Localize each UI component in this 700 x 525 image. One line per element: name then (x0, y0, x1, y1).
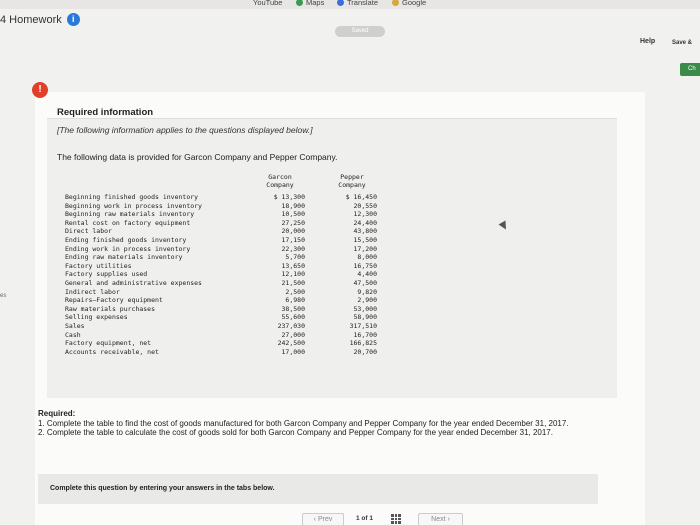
row-label: Direct labor (65, 227, 112, 236)
prev-label: Prev (317, 516, 333, 523)
chevron-right-icon: › (447, 516, 450, 523)
row-label: Accounts receivable, net (65, 347, 159, 356)
garcon-value: 237,030 (277, 322, 305, 330)
pepper-value: 8,000 (357, 253, 377, 262)
pepper-value: 166,825 (349, 339, 377, 348)
bookmark-youtube[interactable] (253, 0, 282, 7)
bookmark-google[interactable] (392, 0, 426, 7)
garcon-value: 27,250 (281, 218, 305, 227)
pepper-value: 47,500 (353, 279, 377, 287)
pepper-value: 24,400 (353, 218, 377, 227)
garcon-value: 17,000 (281, 347, 305, 356)
required-item-2: 2. Complete the table to calculate the cost of goods sold for both Garcon Company and Pepper Company for the year ended December 31, 2017. (38, 428, 553, 437)
maps-icon (296, 0, 303, 6)
bookmark-google-label: Google (402, 0, 427, 7)
grid-icon[interactable] (391, 514, 401, 524)
garcon-value: 55,600 (281, 313, 305, 322)
pepper-value: 2,900 (357, 296, 377, 305)
row-label: Sales (65, 322, 85, 330)
pepper-value: 43,800 (353, 227, 377, 236)
data-intro-text: The following data is provided for Garcon Company and Pepper Company. (57, 152, 338, 162)
row-label: Ending work in process inventory (65, 244, 191, 253)
garcon-header-line2: Company (266, 181, 294, 189)
row-label: Rental cost on factory equipment (65, 218, 191, 227)
bookmark-translate-label: Translate (347, 0, 378, 7)
pepper-value: 16,700 (353, 330, 377, 339)
check-my-work-button[interactable]: Ch (680, 63, 700, 76)
google-icon (392, 0, 399, 6)
saved-status-badge: Saved (335, 26, 385, 37)
bookmark-maps-label: Maps (306, 0, 325, 7)
pepper-column-header (327, 173, 377, 189)
bookmarks-bar (0, 0, 700, 9)
garcon-value: $ 13,300 (273, 193, 305, 201)
translate-icon (337, 0, 344, 6)
garcon-value: 21,500 (281, 279, 305, 287)
side-text-fragment: es (0, 293, 7, 299)
pepper-value: 20,700 (353, 347, 377, 356)
row-label: Factory equipment, net (65, 339, 152, 348)
prev-button[interactable] (302, 513, 344, 525)
row-label: Beginning raw materials inventory (65, 210, 195, 219)
info-note: [The following information applies to the questions displayed below.] (57, 125, 313, 135)
pepper-value: 15,500 (353, 236, 377, 244)
pepper-value: 53,000 (353, 304, 377, 313)
row-label: Indirect labor (65, 287, 120, 296)
garcon-value: 12,100 (281, 270, 305, 279)
garcon-value: 20,000 (281, 227, 305, 236)
garcon-value: 17,150 (281, 236, 305, 244)
next-button[interactable] (418, 513, 463, 525)
pepper-header-line2: Company (338, 181, 366, 189)
garcon-value: 2,500 (285, 287, 305, 296)
garcon-column-header (255, 173, 305, 189)
garcon-value: 5,700 (285, 253, 305, 262)
garcon-value: 27,000 (281, 330, 305, 339)
instructions-text: Complete this question by entering your answers in the tabs below. (50, 485, 275, 492)
row-label: Beginning work in process inventory (65, 201, 202, 210)
garcon-value: 38,500 (281, 304, 305, 313)
row-label: Ending finished goods inventory (65, 236, 187, 244)
chevron-left-icon: ‹ (313, 516, 316, 523)
pepper-header-line1: Pepper (340, 173, 364, 181)
bookmark-translate[interactable] (337, 0, 378, 7)
row-label: Factory utilities (65, 261, 132, 270)
row-label: Cash (65, 330, 81, 339)
question-pager (300, 511, 470, 525)
help-button[interactable]: Help (640, 38, 656, 45)
assignment-title-text: 4 Homework (0, 13, 62, 26)
alert-icon: ! (32, 82, 48, 98)
assignment-title (0, 13, 80, 26)
save-exit-button[interactable]: Save & (672, 40, 693, 46)
next-label: Next (431, 516, 446, 523)
pepper-value: 17,200 (353, 244, 377, 253)
row-label: Factory supplies used (65, 270, 148, 279)
required-info-heading: Required information (57, 107, 154, 118)
garcon-value: 242,500 (277, 339, 305, 348)
garcon-value: 22,300 (281, 244, 305, 253)
info-icon[interactable]: i (67, 13, 80, 26)
required-item-1: 1. Complete the table to find the cost of goods manufactured for both Garcon Company and Pepper Company for the year ended December 31, 2017. (38, 418, 569, 428)
row-label: Beginning finished goods inventory (65, 193, 199, 201)
bookmark-maps[interactable] (296, 0, 324, 7)
garcon-value: 6,980 (285, 296, 305, 305)
garcon-value: 18,900 (281, 201, 305, 210)
pepper-value: $ 16,450 (345, 193, 377, 201)
page-count: 1 of 1 (356, 515, 373, 522)
bookmark-youtube-label: YouTube (253, 0, 283, 7)
row-label: Raw materials purchases (65, 304, 156, 313)
pepper-value: 12,300 (353, 210, 377, 219)
required-heading: Required: (38, 409, 76, 418)
row-label: General and administrative expenses (65, 279, 202, 287)
garcon-header-line1: Garcon (268, 173, 292, 181)
pepper-value: 9,820 (357, 287, 377, 296)
row-label: Ending raw materials inventory (65, 253, 183, 262)
pepper-value: 16,750 (353, 261, 377, 270)
row-label: Repairs—Factory equipment (65, 296, 163, 305)
row-label: Selling expenses (65, 313, 128, 322)
pepper-value: 20,550 (353, 201, 377, 210)
pepper-value: 58,900 (353, 313, 377, 322)
pepper-value: 317,510 (349, 322, 377, 330)
required-section (38, 409, 588, 438)
garcon-value: 10,500 (281, 210, 305, 219)
pepper-value: 4,400 (357, 270, 377, 279)
garcon-value: 13,650 (281, 261, 305, 270)
